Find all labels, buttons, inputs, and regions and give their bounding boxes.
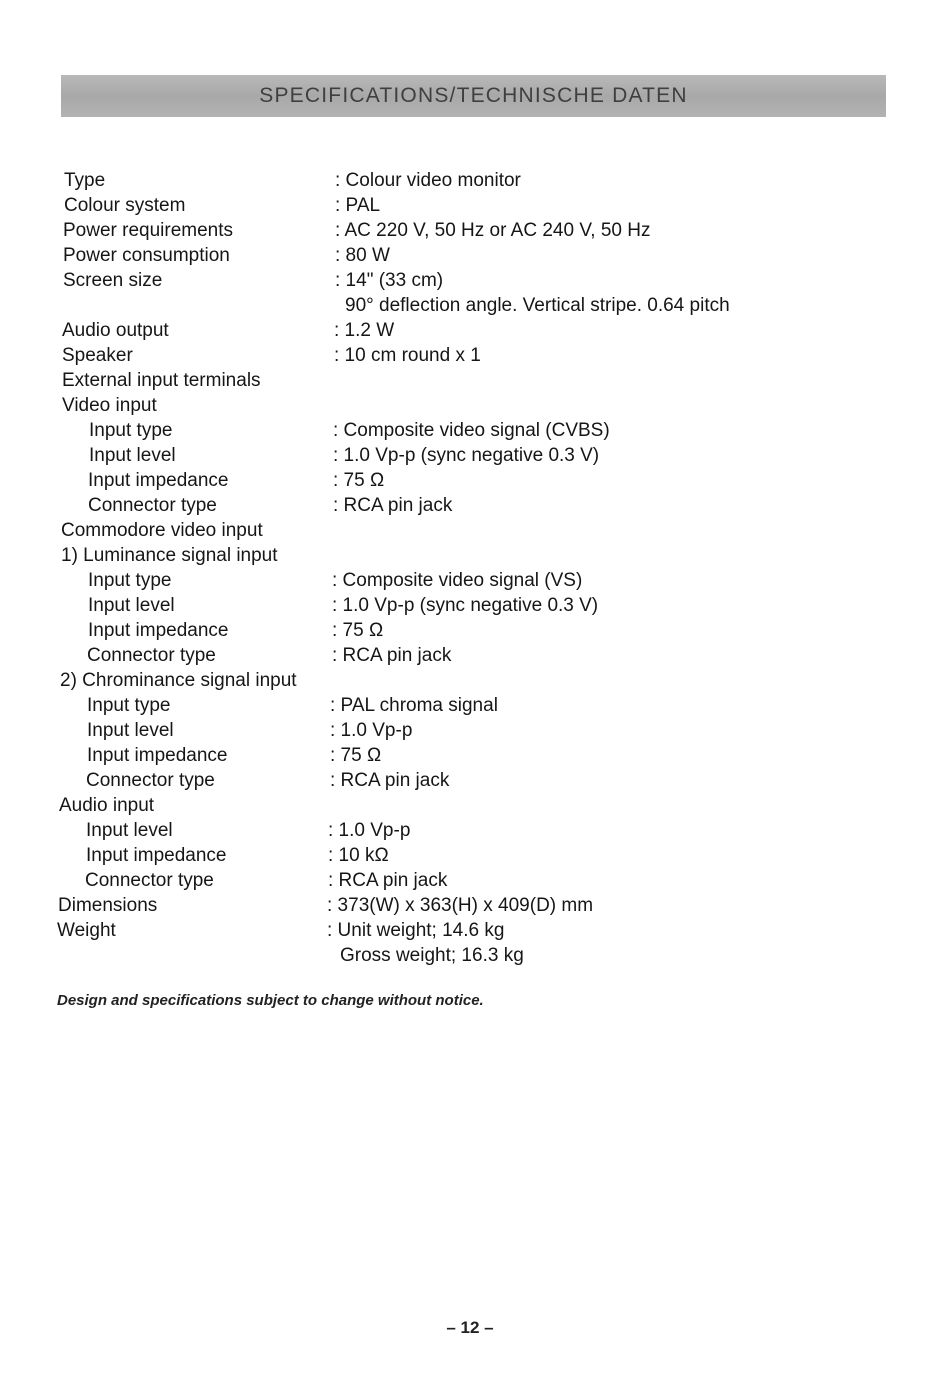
spec-value: Gross weight; 16.3 kg [340,945,524,966]
spec-value: : 10 cm round x 1 [334,345,481,366]
spec-label: Screen size [63,270,163,291]
page-number: – 12 – [446,1318,494,1337]
spec-row-video-input-type [0,418,950,443]
spec-row-luminance-signal-input [0,543,950,568]
spec-value: : RCA pin jack [328,870,448,891]
spec-label: Dimensions [58,895,158,916]
spec-value: : 10 kΩ [328,845,389,866]
spec-value: : 1.0 Vp-p (sync negative 0.3 V) [333,445,600,466]
spec-value: : RCA pin jack [332,645,452,666]
spec-row-screen-size-detail [0,293,950,318]
spec-row-weight [0,918,950,943]
spec-row-external-input-terminals [0,368,950,393]
spec-label: Connector type [85,870,214,891]
spec-label: Connector type [86,770,215,791]
spec-row-speaker [0,343,950,368]
spec-row-audio-input-impedance [0,843,950,868]
spec-row-chrominance-signal-input [0,668,950,693]
spec-label: Input level [88,595,175,616]
spec-row-luminance-input-level [0,593,950,618]
spec-row-gross-weight [0,943,950,968]
spec-row-audio-connector-type [0,868,950,893]
spec-value: : 1.0 Vp-p (sync negative 0.3 V) [332,595,599,616]
spec-label: Input type [88,570,172,591]
spec-label: Colour system [64,195,186,216]
spec-row-luminance-input-type [0,568,950,593]
spec-value: : 75 Ω [330,745,382,766]
spec-row-luminance-input-impedance [0,618,950,643]
spec-label: Input impedance [88,470,229,491]
spec-value: : Unit weight; 14.6 kg [327,920,505,941]
spec-value: : 14" (33 cm) [335,270,444,291]
spec-label: Input level [89,445,176,466]
spec-row-chrominance-input-impedance [0,743,950,768]
spec-row-audio-output [0,318,950,343]
spec-label: Input impedance [86,845,227,866]
spec-label: 2) Chrominance signal input [60,670,297,691]
spec-value: : PAL chroma signal [330,695,498,716]
spec-label: Video input [62,395,157,416]
spec-value: : Colour video monitor [335,170,521,191]
spec-value: : 1.0 Vp-p [330,720,413,741]
spec-label: Input impedance [87,745,228,766]
spec-label: Commodore video input [61,520,263,541]
spec-row-screen-size [0,268,950,293]
spec-label: Weight [57,920,116,941]
spec-row-audio-input [0,793,950,818]
spec-value: : 75 Ω [332,620,384,641]
spec-label: Connector type [87,645,216,666]
disclaimer-note: Design and specifications subject to change without notice. [57,992,484,1009]
spec-row-luminance-connector-type [0,643,950,668]
spec-label: Connector type [88,495,217,516]
spec-row-chrominance-input-type [0,693,950,718]
spec-value: : RCA pin jack [333,495,453,516]
spec-value: : 75 Ω [333,470,385,491]
spec-row-dimensions [0,893,950,918]
spec-value: : AC 220 V, 50 Hz or AC 240 V, 50 Hz [335,220,651,241]
spec-row-type [0,168,950,193]
spec-label: Speaker [62,345,133,366]
spec-label: 1) Luminance signal input [61,545,278,566]
specifications-table [0,168,950,968]
spec-label: Input impedance [88,620,229,641]
spec-row-chrominance-connector-type [0,768,950,793]
section-title: SPECIFICATIONS/TECHNISCHE DATEN [259,84,688,107]
spec-label: Input level [86,820,173,841]
spec-row-video-connector-type [0,493,950,518]
spec-value: : 1.2 W [334,320,395,341]
spec-value: : 80 W [335,245,390,266]
spec-label: Input type [89,420,173,441]
spec-value: : 373(W) x 363(H) x 409(D) mm [327,895,594,916]
spec-value: : Composite video signal (CVBS) [333,420,610,441]
spec-row-power-requirements [0,218,950,243]
spec-row-video-input-level [0,443,950,468]
spec-row-commodore-video-input [0,518,950,543]
spec-label: Audio input [59,795,155,816]
spec-label: External input terminals [62,370,261,391]
spec-value: 90° deflection angle. Vertical stripe. 0.64 pitch [345,295,730,316]
spec-row-power-consumption [0,243,950,268]
spec-label: Input type [87,695,171,716]
spec-label: Input level [87,720,174,741]
spec-label: Type [64,170,106,191]
spec-label: Audio output [62,320,169,341]
spec-label: Power requirements [63,220,234,241]
spec-value: : PAL [335,195,381,216]
spec-value: : RCA pin jack [330,770,450,791]
spec-row-colour-system [0,193,950,218]
spec-row-audio-input-level [0,818,950,843]
spec-row-video-input-impedance [0,468,950,493]
spec-row-video-input [0,393,950,418]
spec-label: Power consumption [63,245,230,266]
spec-value: : Composite video signal (VS) [332,570,583,591]
section-header-banner [61,75,886,117]
spec-row-chrominance-input-level [0,718,950,743]
spec-value: : 1.0 Vp-p [328,820,411,841]
